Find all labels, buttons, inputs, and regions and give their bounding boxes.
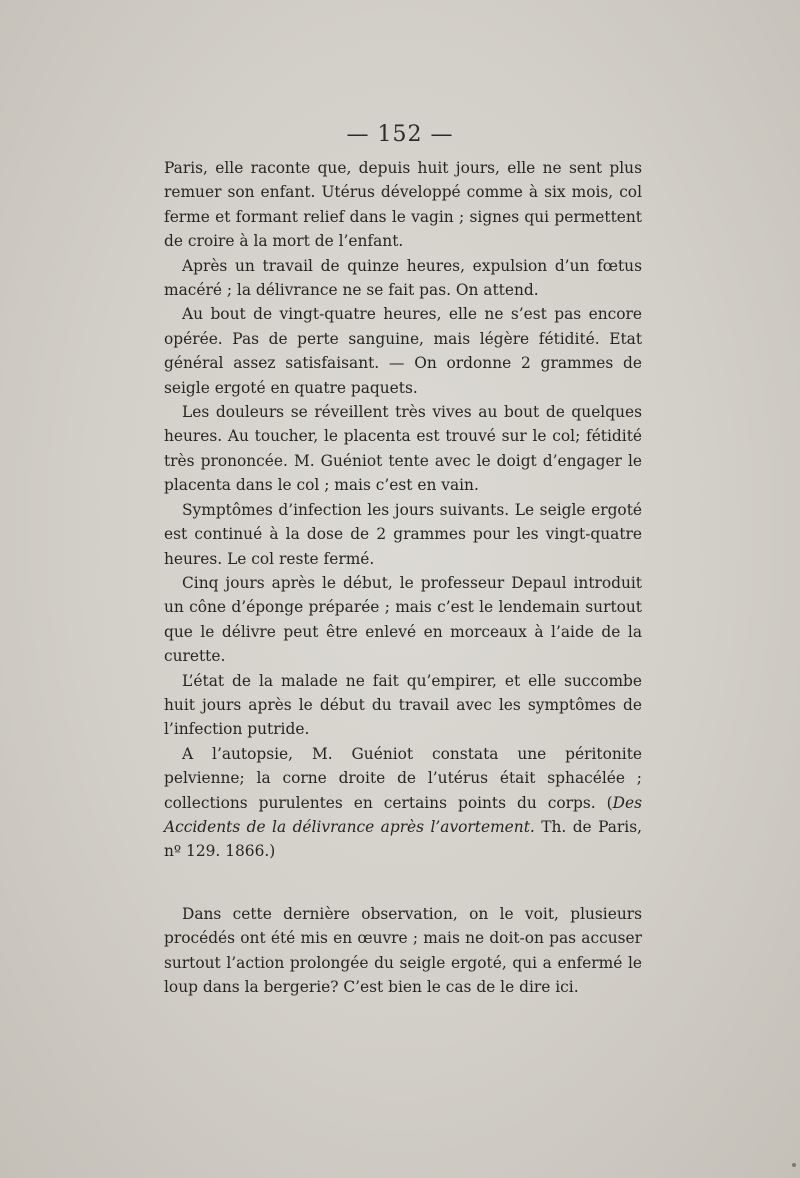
paragraph-6: Cinq jours après le début, le professeur Depaul introduit un cône d’éponge préparée ; mais c’est le lendemain surtout que le délivre peut être enlevé en morceaux à l’aide de la curette. xyxy=(164,573,642,666)
autopsy-text: A l’autopsie, M. Guéniot constata une péritonite pelvienne; la corne droite de l’utérus était sphacélée ; collections purulentes en certains points du corps. ( xyxy=(164,744,642,812)
paragraph-autopsy xyxy=(164,742,642,864)
paragraph-conclusion: Dans cette dernière observation, on le voit, plusieurs procédés ont été mis en œuvre ; mais ne doit-on pas accuser surtout l’action prolongée du seigle ergoté, qui a enfermé le loup dans la bergerie? C’est bien le cas de le dire ici. xyxy=(164,904,642,996)
paragraph-7: L’état de la malade ne fait qu’empirer, et elle succombe huit jours après le début du travail avec les symptômes de l’infection putride. xyxy=(164,671,642,739)
paragraph-3: Au bout de vingt-quatre heures, elle ne s’est pas encore opérée. Pas de perte sanguine, mais légère fétidité. Etat général assez satisfaisant. — On ordonne 2 grammes de seigle ergoté en quatre paquets. xyxy=(164,305,642,397)
paper-speck xyxy=(792,1163,796,1167)
paragraph-2: Après un travail de quinze heures, expulsion d’un fœtus macéré ; la délivrance ne se fait pas. On attend. xyxy=(164,256,642,300)
autopsy-citation-title: Des Accidents de la délivrance après l’avortement. xyxy=(164,793,642,836)
paragraph-1: Paris, elle raconte que, depuis huit jours, elle ne sent plus remuer son enfant. Utérus développé comme à six mois, col ferme et formant relief dans le vagin ; signes qui permettent de croire à la mort de l’enfant. xyxy=(164,159,642,251)
paragraph-4: Les douleurs se réveillent très vives au bout de quelques heures. Au toucher, le placenta est trouvé sur le col; fétidité très prononcée. M. Guéniot tente avec le doigt d’engager le placenta dans le col ; mais c’est en vain. xyxy=(164,403,642,495)
page-body xyxy=(164,156,642,999)
paragraph-5: Symptômes d’infection les jours suivants. Le seigle ergoté est continué à la dose de 2 grammes pour les vingt-quatre heures. Le col reste fermé. xyxy=(164,500,642,568)
autopsy-citation-ref: Th. de Paris, nº 129. 1866.) xyxy=(164,817,642,861)
paragraph-gap xyxy=(164,864,642,902)
page-number: — 152 — xyxy=(346,122,454,147)
